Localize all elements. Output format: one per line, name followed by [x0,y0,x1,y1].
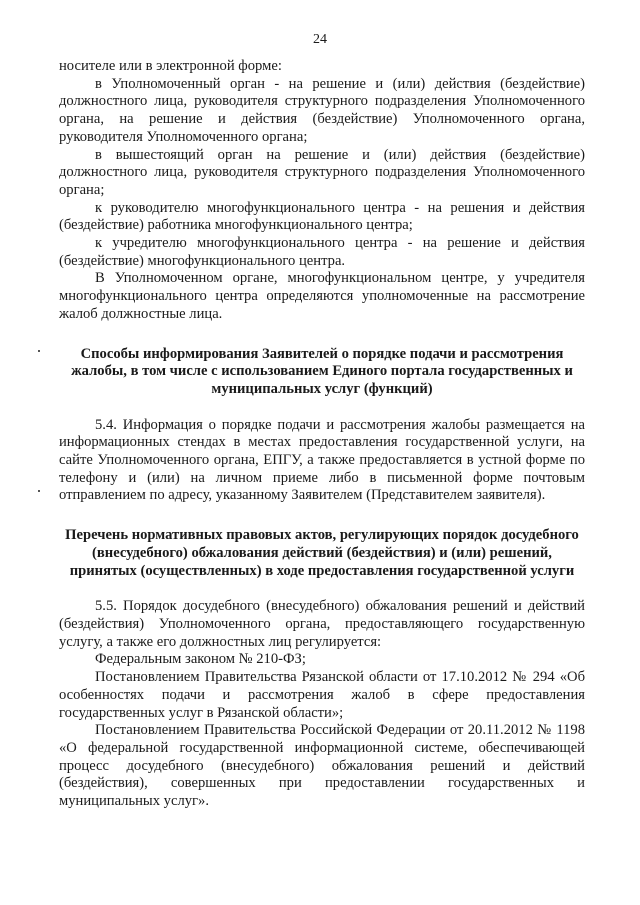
paragraph-5-5: 5.5. Порядок досудебного (внесудебного) обжалования решений и действий (бездействия) Уполномоченного органа, предоставляющего государственную услугу, а также его должностных лиц регулируется: [59,598,585,650]
section-heading-legal-acts: Перечень нормативных правовых актов, регулирующих порядок досудебного (внесудебного) обжалования действий (бездействия) и (или) решений, принятых (осуществленных) в ходе предоставления государственной услуги [65,527,579,579]
paragraph-5-4: 5.4. Информация о порядке подачи и рассмотрения жалобы размещается на информационных стендах в местах предоставления государственной услуги, на сайте Уполномоченного органа, ЕПГУ, а также предоставляется в устной форме по телефону и (или) на личном приеме либо в письменной форме почтовым отправлением по адресу, указанному Заявителем (Представителем заявителя). [59,416,585,504]
legal-act-federal-law: Федеральным законом № 210-ФЗ; [95,651,306,668]
list-item-authorized-body: в Уполномоченный орган - на решение и (или) действия (бездействие) должностного лица, руководителя структурного подразделения Уполномоченного органа, на решение и действия (бездействие) Уполномоченного органа, руководителя Уполномоченного органа; [59,75,585,145]
paragraph-officials: В Уполномоченном органе, многофункциональном центре, у учредителя многофункционального центра определяются уполномоченные на рассмотрение жалоб должностные лица. [59,270,585,322]
list-item-mfc-head: к руководителю многофункционального центра - на решения и действия (бездействие) работника многофункционального центра; [59,199,585,234]
scan-mark [38,350,40,352]
scan-mark [38,490,40,492]
page-number: 24 [313,32,327,47]
document-body [59,58,585,811]
list-item-mfc-founder: к учредителю многофункционального центра - на решение и действия (бездействие) многофункционального центра. [59,235,585,269]
paragraph-continuation: носителе или в электронной форме: [59,58,282,74]
list-item-higher-body: в вышестоящий орган на решение и (или) действия (бездействие) должностного лица, руководителя структурного подразделения Уполномоченного органа; [59,146,585,198]
legal-act-rf-resolution: Постановлением Правительства Российской Федерации от 20.11.2012 № 1198 «О федеральной государственной информационной системе, обеспечивающей процесс досудебного (внесудебного) обжалования решений и действий (бездействия), совершенных при предоставлении государственных и муниципальных услуг». [59,722,585,810]
section-heading-informing: Способы информирования Заявителей о порядке подачи и рассмотрения жалобы, в том числе с использованием Единого портала государственных и муниципальных услуг (функций) [71,345,573,397]
legal-act-ryazan-resolution: Постановлением Правительства Рязанской области от 17.10.2012 № 294 «Об особенностях подачи и рассмотрения жалоб в сфере предоставления государственных услуг в Рязанской области»; [59,669,585,721]
